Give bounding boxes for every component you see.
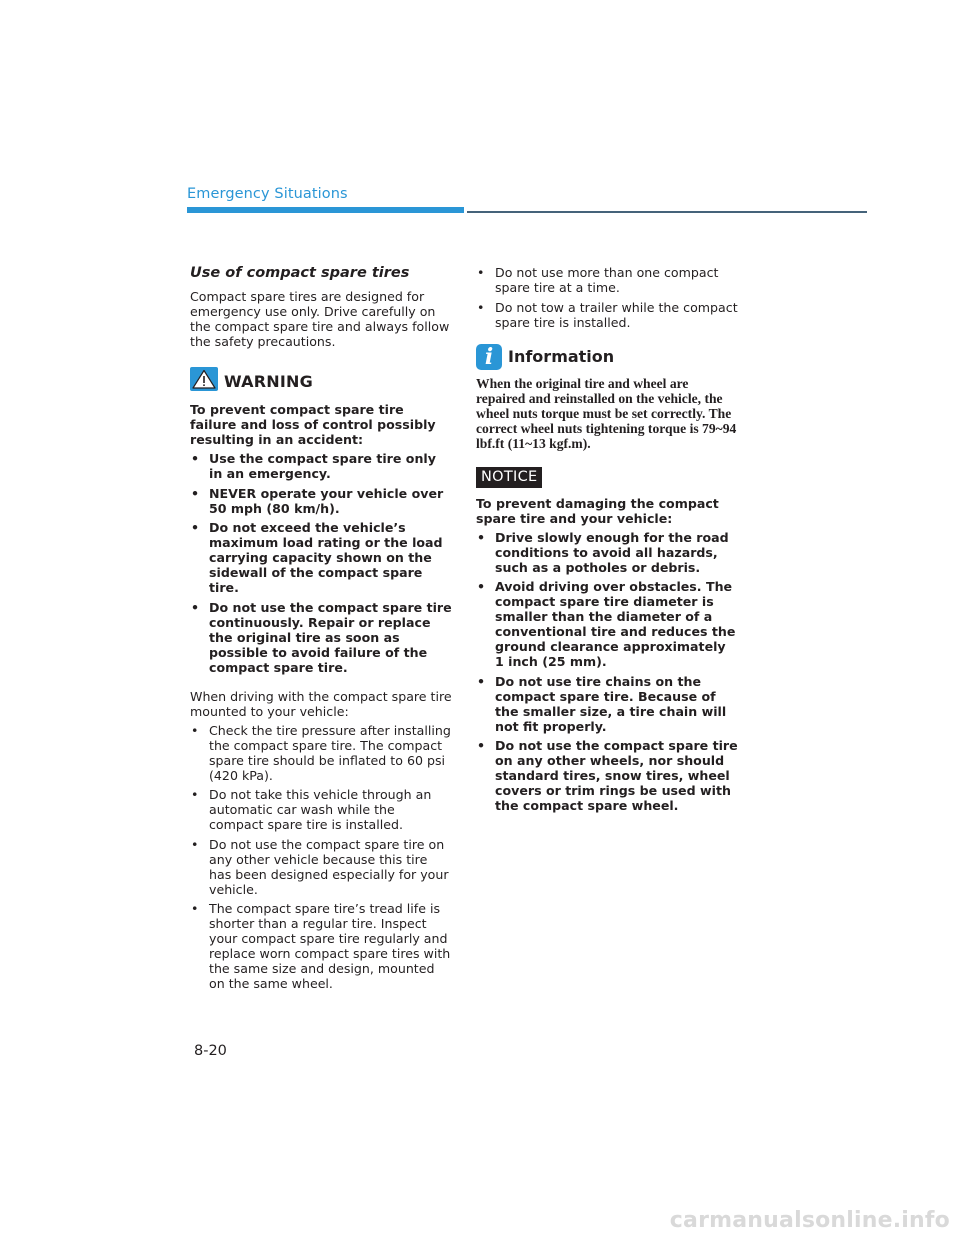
information-label: Information: [508, 347, 615, 366]
bullet: •: [477, 738, 486, 753]
list-item: • Do not use the compact spare tire on any other vehicle because this tire has been designed especially for your vehicle.: [191, 836, 449, 897]
bullet: •: [191, 722, 199, 738]
list-item: • Do not tow a trailer while the compact spare tire is installed.: [477, 299, 738, 330]
bullet: •: [477, 265, 485, 280]
bullet: •: [191, 599, 200, 615]
list-item: • Do not take this vehicle through an automatic car wash while the compact spare tire is installed.: [191, 787, 432, 832]
bullet: •: [477, 299, 485, 315]
warning-header: [190, 367, 452, 396]
list-item: • Do not use tire chains on the compact spare tire. Because of the smaller size, a tire chain will not fit properly.: [477, 673, 727, 734]
warning-label: WARNING: [224, 372, 313, 391]
bullet: •: [477, 529, 486, 545]
list-item: • Do not use the compact spare tire on any other wheels, nor should standard tires, snow tires, wheel covers or trim rings be used with the compact spare wheel.: [477, 738, 738, 813]
chapter-title: Emergency Situations: [187, 186, 348, 202]
header-rule: [467, 211, 867, 213]
bullet: •: [191, 787, 199, 802]
notice-intro: To prevent damaging the compact spare tire and your vehicle:: [476, 495, 719, 526]
information-body: When the original tire and wheel are repaired and reinstalled on the vehicle, the wheel nuts torque must be set correctly. The correct wheel nuts tightening torque is 79~94 lbf.ft (11~13 kgf.m).: [476, 375, 737, 451]
bullet: •: [191, 485, 200, 501]
right-column: [476, 265, 738, 818]
notice-list: [476, 530, 738, 814]
list-item: • Use the compact spare tire only in an emergency.: [191, 451, 436, 481]
watermark: carmanualsonline.info: [669, 1208, 950, 1233]
driving-list: [190, 723, 452, 992]
header-accent-bar: [187, 207, 464, 213]
list-item: • Do not use more than one compact spare tire at a time.: [477, 265, 719, 295]
list-item: • Check the tire pressure after installing the compact spare tire. The compact spare tire should be inflated to 60 psi (420 kPa).: [191, 722, 451, 783]
warning-triangle-icon: [190, 367, 218, 396]
bullet: •: [477, 673, 486, 689]
notice-badge: NOTICE: [476, 467, 542, 488]
bullet: •: [477, 579, 486, 594]
list-item: • Do not use the compact spare tire continuously. Repair or replace the original tire as soon as possible to avoid failure of the compact spare tire.: [191, 599, 452, 675]
list-item: • The compact spare tire’s tread life is shorter than a regular tire. Inspect your compact spare tire regularly and replace worn compact spare tires with the same size and design, mounted on the same wheel.: [191, 901, 451, 991]
bullet: •: [191, 836, 199, 852]
bullet: •: [191, 901, 199, 916]
list-item: • NEVER operate your vehicle over 50 mph (80 km/h).: [191, 485, 444, 516]
driving-intro: When driving with the compact spare tire mounted to your vehicle:: [190, 688, 452, 719]
page-number: 8-20: [194, 1043, 227, 1059]
warning-intro: To prevent compact spare tire failure and loss of control possibly resulting in an accident:: [190, 402, 436, 447]
left-column: [190, 264, 452, 996]
bullet: •: [191, 520, 200, 535]
warning-list: [190, 451, 452, 675]
list-item: • Do not exceed the vehicle’s maximum load rating or the load carrying capacity shown on the sidewall of the compact spare tire.: [191, 520, 443, 595]
information-icon: i: [476, 344, 502, 370]
top-list: [476, 265, 738, 330]
list-item: • Avoid driving over obstacles. The compact spare tire diameter is smaller than the diameter of a conventional tire and reduces the ground clearance approximately 1 inch (25 mm).: [477, 579, 736, 669]
bullet: •: [191, 451, 200, 466]
list-item: • Drive slowly enough for the road conditions to avoid all hazards, such as a potholes or debris.: [477, 529, 729, 575]
section-intro: Compact spare tires are designed for emergency use only. Drive carefully on the compact spare tire and always follow the safety precautions.: [190, 289, 450, 349]
section-title: Use of compact spare tires: [190, 265, 410, 281]
information-header: [476, 344, 738, 370]
